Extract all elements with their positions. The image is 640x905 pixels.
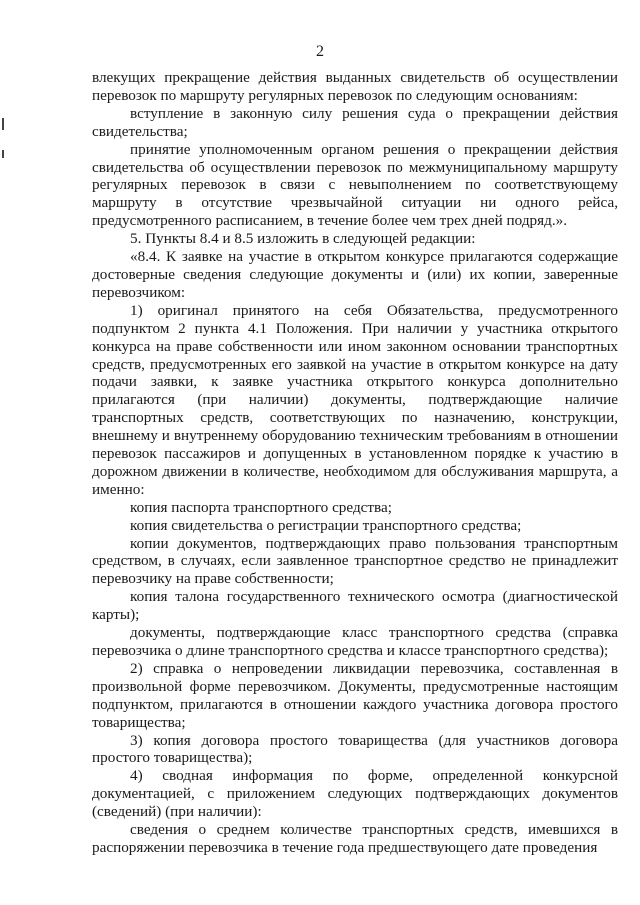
- paragraph: документы, подтверждающие класс транспортного средства (справка перевозчика о длине транспортного средства и классе транспортного средства);: [92, 624, 618, 659]
- paragraph: копия свидетельства о регистрации транспортного средства;: [130, 516, 522, 534]
- paragraph: принятие уполномоченным органом решения о прекращении действия свидетельства об осуществлении перевозок по межмуниципальному маршруту регулярных перевозок в связи с невыполнением по соответствующему маршруту в отсутствие чрезвычайной ситуации ни одного рейса, предусмотренного расписанием, в течение более чем трех дней подряд.».: [92, 140, 618, 230]
- paragraph: копии документов, подтверждающих право пользования транспортным средством, в случаях, если заявленное транспортное средство не принадлежит перевозчику на праве собственности;: [92, 534, 618, 588]
- paragraph: влекущих прекращение действия выданных свидетельств об осуществлении перевозок по маршруту регулярных перевозок по следующим основаниям:: [92, 69, 618, 104]
- paragraph: вступление в законную силу решения суда о прекращении действия свидетельства;: [92, 104, 618, 140]
- paragraph: копия паспорта транспортного средства;: [130, 498, 392, 516]
- paragraph: 2) справка о непроведении ликвидации перевозчика, составленная в произвольной форме перевозчиком. Документы, предусмотренные настоящим подпунктом, прилагаются в отношении каждого участника договора простого товарищества;: [92, 659, 618, 731]
- paragraph: 5. Пункты 8.4 и 8.5 изложить в следующей редакции:: [130, 230, 476, 248]
- margin-scan-mark: [2, 150, 4, 158]
- margin-scan-mark: [2, 118, 4, 130]
- paragraph: «8.4. К заявке на участие в открытом конкурсе прилагаются содержащие достоверные сведения следующие документы и (или) их копии, заверенные перевозчиком:: [92, 248, 618, 301]
- page-number: 2: [316, 43, 324, 60]
- paragraph: копия талона государственного технического осмотра (диагностической карты);: [92, 588, 618, 624]
- paragraph: 1) оригинал принятого на себя Обязательства, предусмотренного подпунктом 2 пункта 4.1 Положения. При наличии у участника открытого конкурса на праве собственности или ином законном основании транспортных средств, предусмотренных его заявкой на участие в открытом конкурсе на дату подачи заявки, к заявке участника открытого конкурса дополнительно прилагаются (при наличии) документы, подтверждающие наличие транспортных средств, соответствующих по назначению, конструкции, внешнему и внутреннему оборудованию техническим требованиям в отношении перевозок пассажиров и допущенных в установленном порядке к участию в дорожном движении в количестве, необходимом для обслуживания маршрута, а именно:: [92, 301, 618, 498]
- paragraph: 4) сводная информация по форме, определенной конкурсной документацией, с приложением следующих подтверждающих документов (сведений) (при наличии):: [92, 767, 618, 821]
- paragraph: сведения о среднем количестве транспортных средств, имевшихся в распоряжении перевозчика в течение года предшествующего дате проведения: [92, 821, 618, 856]
- paragraph: 3) копия договора простого товарищества (для участников договора простого товарищества);: [92, 731, 618, 767]
- document-body: [92, 69, 618, 857]
